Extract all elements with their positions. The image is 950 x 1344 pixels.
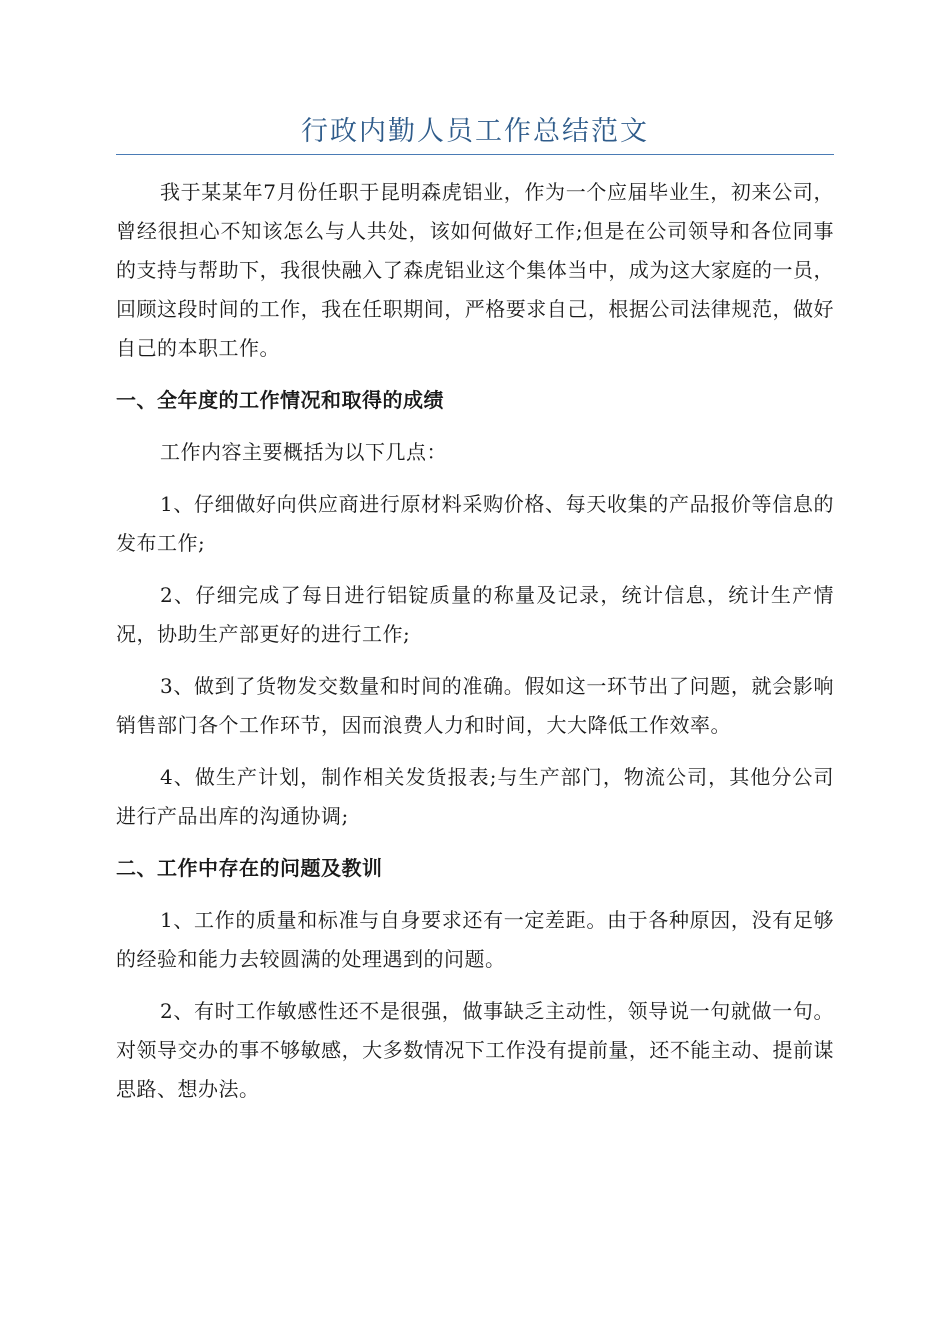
list-item: 2、有时工作敏感性还不是很强，做事缺乏主动性，领导说一句就做一句。对领导交办的事不够敏感，大多数情况下工作没有提前量，还不能主动、提前谋思路、想办法。 (116, 999, 834, 1101)
document-body (116, 173, 834, 1122)
section-heading-problems: 二、工作中存在的问题及教训 (116, 856, 383, 880)
document-title: 行政内勤人员工作总结范文 (301, 116, 649, 147)
section-lead: 工作内容主要概括为以下几点： (160, 440, 447, 464)
list-item: 1、仔细做好向供应商进行原材料采购价格、每天收集的产品报价等信息的发布工作; (116, 492, 834, 555)
intro-paragraph: 我于某某年7月份任职于昆明森虎铝业，作为一个应届毕业生，初来公司，曾经很担心不知该怎么与人共处，该如何做好工作;但是在公司领导和各位同事的支持与帮助下，我很快融入了森虎铝业这个集体当中，成为这大家庭的一员，回顾这段时间的工作，我在任职期间，严格要求自己，根据公司法律规范，做好自己的本职工作。 (116, 180, 834, 360)
section-heading-achievements: 一、全年度的工作情况和取得的成绩 (116, 388, 444, 412)
list-item: 4、做生产计划，制作相关发货报表;与生产部门，物流公司，其他分公司进行产品出库的沟通协调; (116, 765, 834, 828)
title-underline (116, 154, 834, 155)
list-item: 2、仔细完成了每日进行铝锭质量的称量及记录，统计信息，统计生产情况，协助生产部更好的进行工作; (116, 583, 834, 646)
list-item: 3、做到了货物发交数量和时间的准确。假如这一环节出了问题，就会影响销售部门各个工作环节，因而浪费人力和时间，大大降低工作效率。 (116, 674, 834, 737)
list-item: 1、工作的质量和标准与自身要求还有一定差距。由于各种原因，没有足够的经验和能力去较圆满的处理遇到的问题。 (116, 908, 834, 971)
